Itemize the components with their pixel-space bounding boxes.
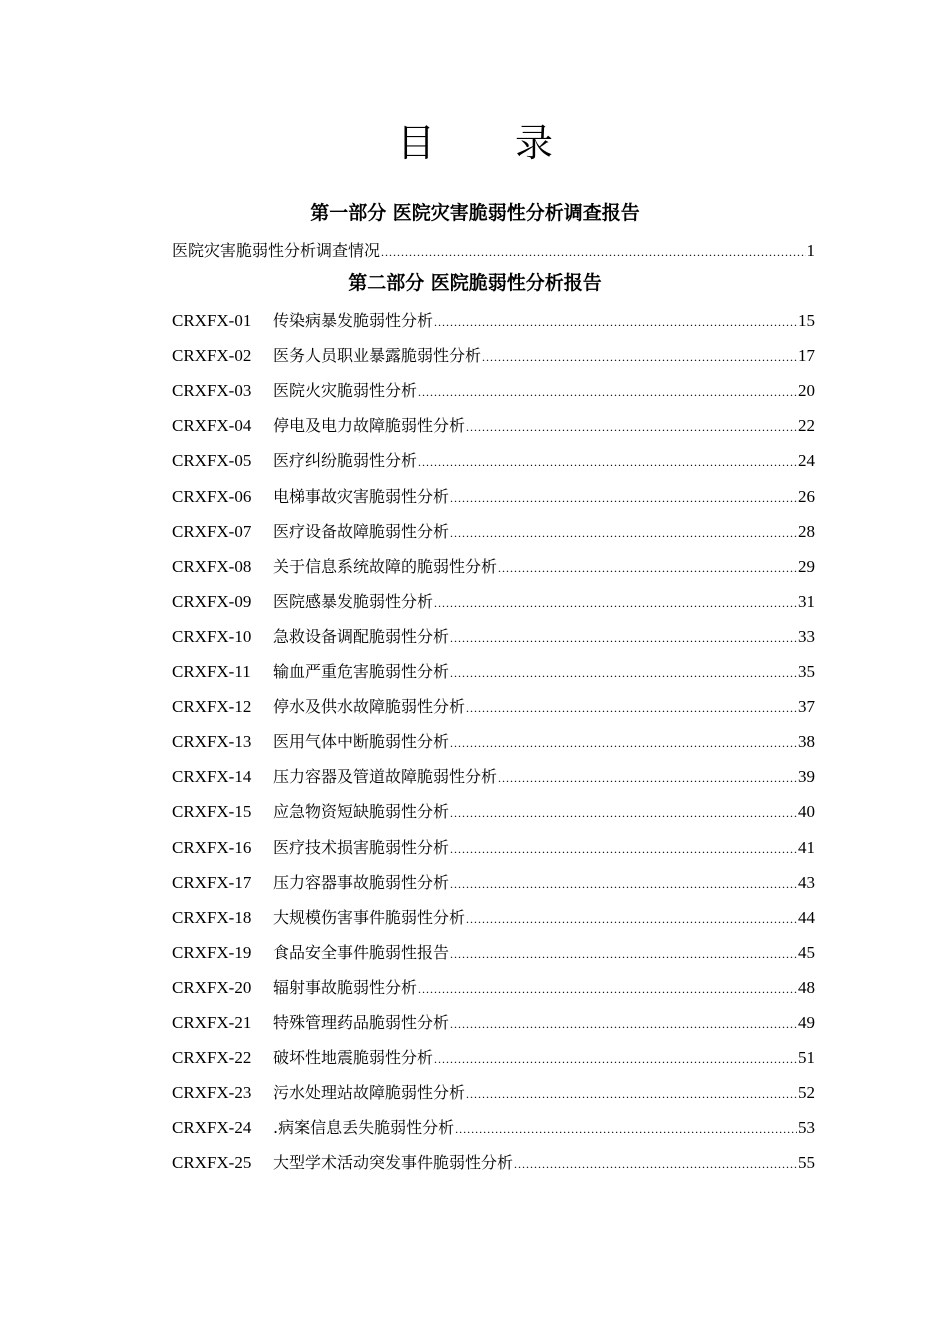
toc-entry-code: CRXFX-18: [172, 907, 252, 927]
dot-leader: [418, 976, 797, 1002]
dot-leader: [466, 414, 797, 440]
toc-entry-label: 压力容器事故脆弱性分析: [273, 872, 450, 892]
toc-entry-code: CRXFX-02: [172, 346, 252, 366]
toc-entry-code: CRXFX-10: [172, 626, 252, 646]
toc-entry-page: 45: [798, 942, 815, 962]
toc-entry-label: 传染病暴发脆弱性分析: [273, 311, 434, 330]
toc-entry-page: 37: [798, 697, 815, 717]
toc-entry-page: 39: [798, 767, 815, 787]
toc-entry[interactable]: [172, 1045, 815, 1071]
toc-entry-code: CRXFX-15: [172, 802, 252, 822]
toc-entry-code: CRXFX-22: [172, 1048, 252, 1068]
toc-entry-page: 52: [798, 1083, 815, 1103]
toc-entry-code: CRXFX-09: [172, 591, 252, 611]
toc-entry[interactable]: [172, 343, 815, 369]
toc-entry-page: 49: [798, 1013, 815, 1032]
toc-entry-label: 医院火灾脆弱性分析: [273, 381, 418, 401]
toc-entry[interactable]: [172, 975, 815, 1001]
toc-entry-label: 大规模伤害事件脆弱性分析: [273, 907, 466, 927]
part2-heading: 第二部分 医院脆弱性分析报告: [348, 272, 602, 294]
toc-entry-label: 辐射事故脆弱性分析: [273, 977, 418, 997]
toc-entry-label: 医疗纠纷脆弱性分析: [273, 451, 418, 471]
toc-entry-page: 29: [798, 556, 815, 576]
toc-entry-page: 31: [798, 591, 815, 611]
toc-entry-code: CRXFX-17: [172, 872, 252, 892]
toc-entry-page: 43: [798, 872, 815, 892]
toc-entry[interactable]: [172, 589, 815, 615]
toc-entry-code: CRXFX-03: [172, 381, 252, 401]
toc-entry[interactable]: [172, 308, 815, 334]
toc-entry-label: 输血严重危害脆弱性分析: [273, 662, 450, 681]
dot-leader: [450, 660, 797, 686]
dot-leader: [466, 906, 797, 932]
toc-entry-code: CRXFX-13: [172, 732, 252, 752]
toc-entry-label: 急救设备调配脆弱性分析: [273, 626, 450, 646]
toc-entry-page: 55: [798, 1153, 815, 1173]
dot-leader: [450, 485, 797, 511]
toc-entry-page: 17: [798, 346, 815, 366]
toc-entry-code: CRXFX-25: [172, 1153, 252, 1173]
toc-entry-label: 破坏性地震脆弱性分析: [273, 1048, 434, 1068]
toc-entry-code: CRXFX-21: [172, 1013, 252, 1032]
toc-entry-label: 医院灾害脆弱性分析调查情况: [172, 241, 381, 260]
toc-entry-code: CRXFX-20: [172, 977, 252, 997]
toc-entry-label: 医疗设备故障脆弱性分析: [273, 521, 450, 541]
toc-entry-code: CRXFX-23: [172, 1083, 252, 1103]
dot-leader: [450, 800, 797, 826]
toc-entry-label: 压力容器及管道故障脆弱性分析: [273, 767, 498, 787]
dot-leader: [450, 520, 797, 546]
toc-entry-page: 38: [798, 732, 815, 752]
toc-entry-label: 污水处理站故障脆弱性分析: [273, 1083, 466, 1103]
toc-entry-label: .病案信息丢失脆弱性分析: [273, 1118, 455, 1138]
toc-entry-code: CRXFX-08: [172, 556, 252, 576]
toc-entry[interactable]: [172, 624, 815, 650]
dot-leader: [482, 344, 797, 370]
toc-entry[interactable]: [172, 554, 815, 580]
toc-entry-page: 48: [798, 977, 815, 997]
toc-entry[interactable]: [172, 1010, 815, 1036]
toc-entry[interactable]: [172, 940, 815, 966]
toc-entry[interactable]: [172, 729, 815, 755]
toc-entry[interactable]: [172, 413, 815, 439]
page-title: 目 录: [396, 121, 588, 165]
dot-leader: [450, 836, 797, 862]
dot-leader: [450, 730, 797, 756]
dot-leader: [418, 449, 797, 475]
toc-entry[interactable]: [172, 378, 815, 404]
toc-entry-code: CRXFX-19: [172, 942, 252, 962]
toc-entry-label: 医疗技术损害脆弱性分析: [273, 837, 450, 857]
toc-entry-page: 53: [798, 1118, 815, 1138]
dot-leader: [381, 239, 805, 265]
toc-entry-label: 停电及电力故障脆弱性分析: [273, 416, 466, 436]
dot-leader: [450, 625, 797, 651]
toc-entry-label: 医用气体中断脆弱性分析: [273, 732, 450, 752]
dot-leader: [498, 765, 797, 791]
toc-entry[interactable]: [172, 484, 815, 510]
dot-leader: [450, 941, 797, 967]
toc-entry-survey[interactable]: [172, 238, 815, 264]
toc-entry-page: 51: [798, 1048, 815, 1068]
toc-entry-label: 应急物资短缺脆弱性分析: [273, 802, 450, 822]
dot-leader: [455, 1116, 797, 1142]
toc-entry-page: 44: [798, 907, 815, 927]
toc-entry-code: CRXFX-07: [172, 521, 252, 541]
toc-entry-code: CRXFX-11: [172, 662, 251, 681]
toc-entry[interactable]: [172, 870, 815, 896]
toc-entry-page: 41: [798, 837, 815, 857]
dot-leader: [434, 309, 797, 335]
dot-leader: [418, 379, 797, 405]
dot-leader: [450, 1011, 797, 1037]
toc-entry[interactable]: [172, 799, 815, 825]
toc-entry[interactable]: [172, 1150, 815, 1176]
toc-entry-label: 医院感暴发脆弱性分析: [273, 591, 434, 611]
toc-entry-code: CRXFX-05: [172, 451, 252, 471]
toc-entry-page: 28: [798, 521, 815, 541]
dot-leader: [466, 695, 797, 721]
toc-entry[interactable]: [172, 764, 815, 790]
part1-heading: 第一部分 医院灾害脆弱性分析调查报告: [310, 202, 640, 224]
toc-entry-label: 大型学术活动突发事件脆弱性分析: [273, 1153, 514, 1173]
toc-entry[interactable]: [172, 519, 815, 545]
toc-entry[interactable]: [172, 835, 815, 861]
toc-entry[interactable]: [172, 448, 815, 474]
toc-entry-code: CRXFX-24: [172, 1118, 252, 1138]
toc-entry-page: 24: [798, 451, 815, 471]
toc-entry-code: CRXFX-04: [172, 416, 252, 436]
toc-entry-code: CRXFX-06: [172, 486, 252, 506]
toc-entry-label: 停水及供水故障脆弱性分析: [273, 697, 466, 717]
toc-entry-code: CRXFX-16: [172, 837, 252, 857]
toc-entry-page: 26: [798, 486, 815, 506]
toc-entry-page: 15: [798, 311, 815, 330]
toc-entry-code: CRXFX-12: [172, 697, 252, 717]
dot-leader: [498, 555, 797, 581]
toc-entry[interactable]: [172, 1080, 815, 1106]
toc-entry-page: 20: [798, 381, 815, 401]
toc-entry-label: 电梯事故灾害脆弱性分析: [273, 486, 450, 506]
toc-entry-code: CRXFX-01: [172, 311, 252, 330]
toc-entry-label: 食品安全事件脆弱性报告: [273, 942, 450, 962]
toc-entry-page: 35: [798, 662, 815, 681]
toc-entry-label: 医务人员职业暴露脆弱性分析: [273, 346, 482, 366]
toc-entry-label: 特殊管理药品脆弱性分析: [273, 1013, 450, 1032]
toc-entry[interactable]: [172, 659, 815, 685]
toc-entry-code: CRXFX-14: [172, 767, 252, 787]
toc-entry[interactable]: [172, 905, 815, 931]
toc-entry-label: 关于信息系统故障的脆弱性分析: [273, 556, 498, 576]
toc-entry-page: 22: [798, 416, 815, 436]
dot-leader: [434, 590, 797, 616]
toc-entry[interactable]: [172, 1115, 815, 1141]
dot-leader: [466, 1081, 797, 1107]
toc-entry-page: 40: [798, 802, 815, 822]
toc-entry-page: 33: [798, 626, 815, 646]
dot-leader: [434, 1046, 797, 1072]
toc-entry-page: 1: [806, 241, 815, 260]
dot-leader: [514, 1151, 797, 1177]
dot-leader: [450, 871, 797, 897]
toc-entry[interactable]: [172, 694, 815, 720]
